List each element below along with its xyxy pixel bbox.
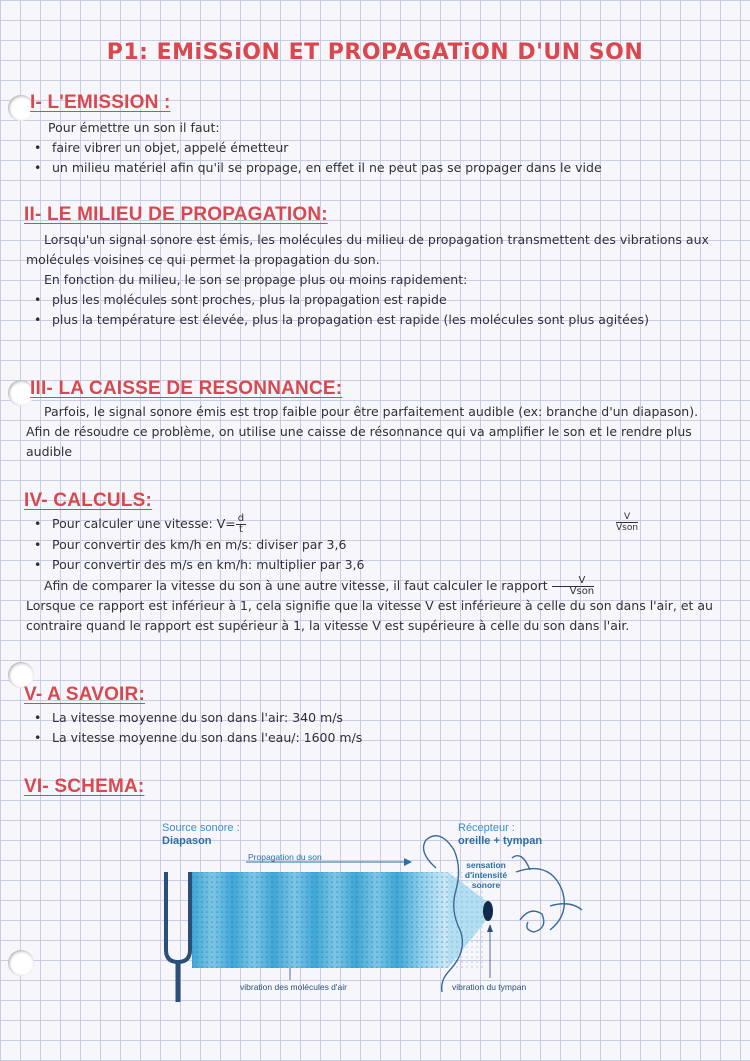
- list-item: • Pour convertir des m/s en km/h: multiplier par 3,6: [26, 555, 716, 575]
- fraction-numerator: d: [237, 513, 245, 524]
- fraction-numerator: V: [616, 512, 638, 523]
- receiver-label-text: Récepteur :: [458, 822, 515, 834]
- list-item: • un milieu matériel afin qu'il se propage, en effet il ne peut pas se propager dans le vide: [26, 158, 716, 178]
- ratio-fraction: [552, 576, 595, 597]
- tympan-arrow-icon: [487, 924, 493, 932]
- sound-propagation-diagram: [150, 810, 590, 1010]
- section-5-heading: V- A SAVOIR:: [24, 684, 145, 705]
- section-4-para: [26, 576, 716, 597]
- list-item: • Pour convertir des km/h en m/s: diviser par 3,6: [26, 535, 716, 555]
- section-1-heading: I- L'EMISSION :: [30, 92, 171, 113]
- fraction-denominator: t: [238, 524, 243, 535]
- eardrum-icon: [483, 901, 493, 921]
- list-item: • La vitesse moyenne du son dans l'air: 340 m/s: [26, 708, 716, 728]
- binder-hole-4: [8, 950, 34, 976]
- section-2-para-1: Lorsqu'un signal sonore est émis, les molécules du milieu de propagation transmettent des vibrations aux molécules voisines ce qui permet la propagation du son.: [26, 232, 709, 267]
- source-label-text: Source sonore :: [162, 822, 240, 834]
- vibration-tympan-label: vibration du tympan: [452, 982, 527, 992]
- fraction-numerator: V: [552, 576, 595, 587]
- air-molecules: [192, 872, 448, 968]
- list-item: • faire vibrer un objet, appelé émetteur: [26, 138, 716, 158]
- speed-formula-text: Pour calculer une vitesse: V=: [52, 516, 236, 531]
- section-2-list: [26, 290, 716, 330]
- section-6-heading: VI- SCHEMA:: [24, 776, 145, 797]
- section-4-list: [26, 514, 716, 575]
- receiver-name: oreille + tympan: [458, 835, 543, 847]
- list-item: • La vitesse moyenne du son dans l'eau/: 1600 m/s: [26, 728, 716, 748]
- source-name: Diapason: [162, 835, 212, 847]
- section-3-para: Parfois, le signal sonore émis est trop faible pour être parfaitement audible (ex: branche d'un diapason). Afin de résoudre ce problème, on utilise une caisse de résonnance qui va amplifier le son et le rendre plus audible: [26, 404, 699, 459]
- fraction-denominator: Vson: [569, 586, 595, 597]
- section-3-heading: III- LA CAISSE DE RESONNANCE:: [30, 378, 343, 399]
- section-5-list: [26, 708, 716, 748]
- fraction-denominator: Vson: [616, 523, 639, 533]
- list-item: • plus la température est élevée, plus la propagation est rapide (les molécules sont plus agitées): [26, 310, 716, 330]
- page-title: P1: EMiSSiON ET PROPAGATiON D'UN SON: [106, 40, 644, 65]
- tuning-fork-icon: [166, 872, 190, 1002]
- section-2-heading: II- LE MILIEU DE PROPAGATION:: [24, 204, 328, 225]
- propagation-label: Propagation du son: [248, 852, 322, 862]
- list-item: • plus les molécules sont proches, plus la propagation est rapide: [26, 290, 716, 310]
- air-molecules-canal: [448, 872, 484, 968]
- section-4-para-rest: Lorsque ce rapport est inférieur à 1, cela signifie que la vitesse V est inférieure à celle du son dans l'air, et au contraire quand le rapport est supérieur à 1, la vitesse V est supérieure à celle du son dans l'air.: [26, 598, 713, 633]
- arrow-head-icon: [404, 858, 412, 866]
- section-4-heading: IV- CALCULS:: [24, 490, 153, 511]
- sensation-label: sensation d'intensité sonore: [464, 860, 508, 890]
- vibration-molecules-label: vibration des molécules d'air: [240, 982, 347, 992]
- speed-fraction: [236, 514, 246, 535]
- list-item: [26, 514, 716, 535]
- section-2-para-2: En fonction du milieu, le son se propage plus ou moins rapidement:: [44, 272, 468, 287]
- diagram-graphic: [150, 810, 590, 1010]
- section-1-intro: Pour émettre un son il faut:: [48, 120, 220, 135]
- margin-ratio: [616, 512, 638, 533]
- ratio-sentence: Afin de comparer la vitesse du son à une autre vitesse, il faut calculer le rapport: [44, 578, 548, 593]
- section-1-list: [26, 138, 716, 178]
